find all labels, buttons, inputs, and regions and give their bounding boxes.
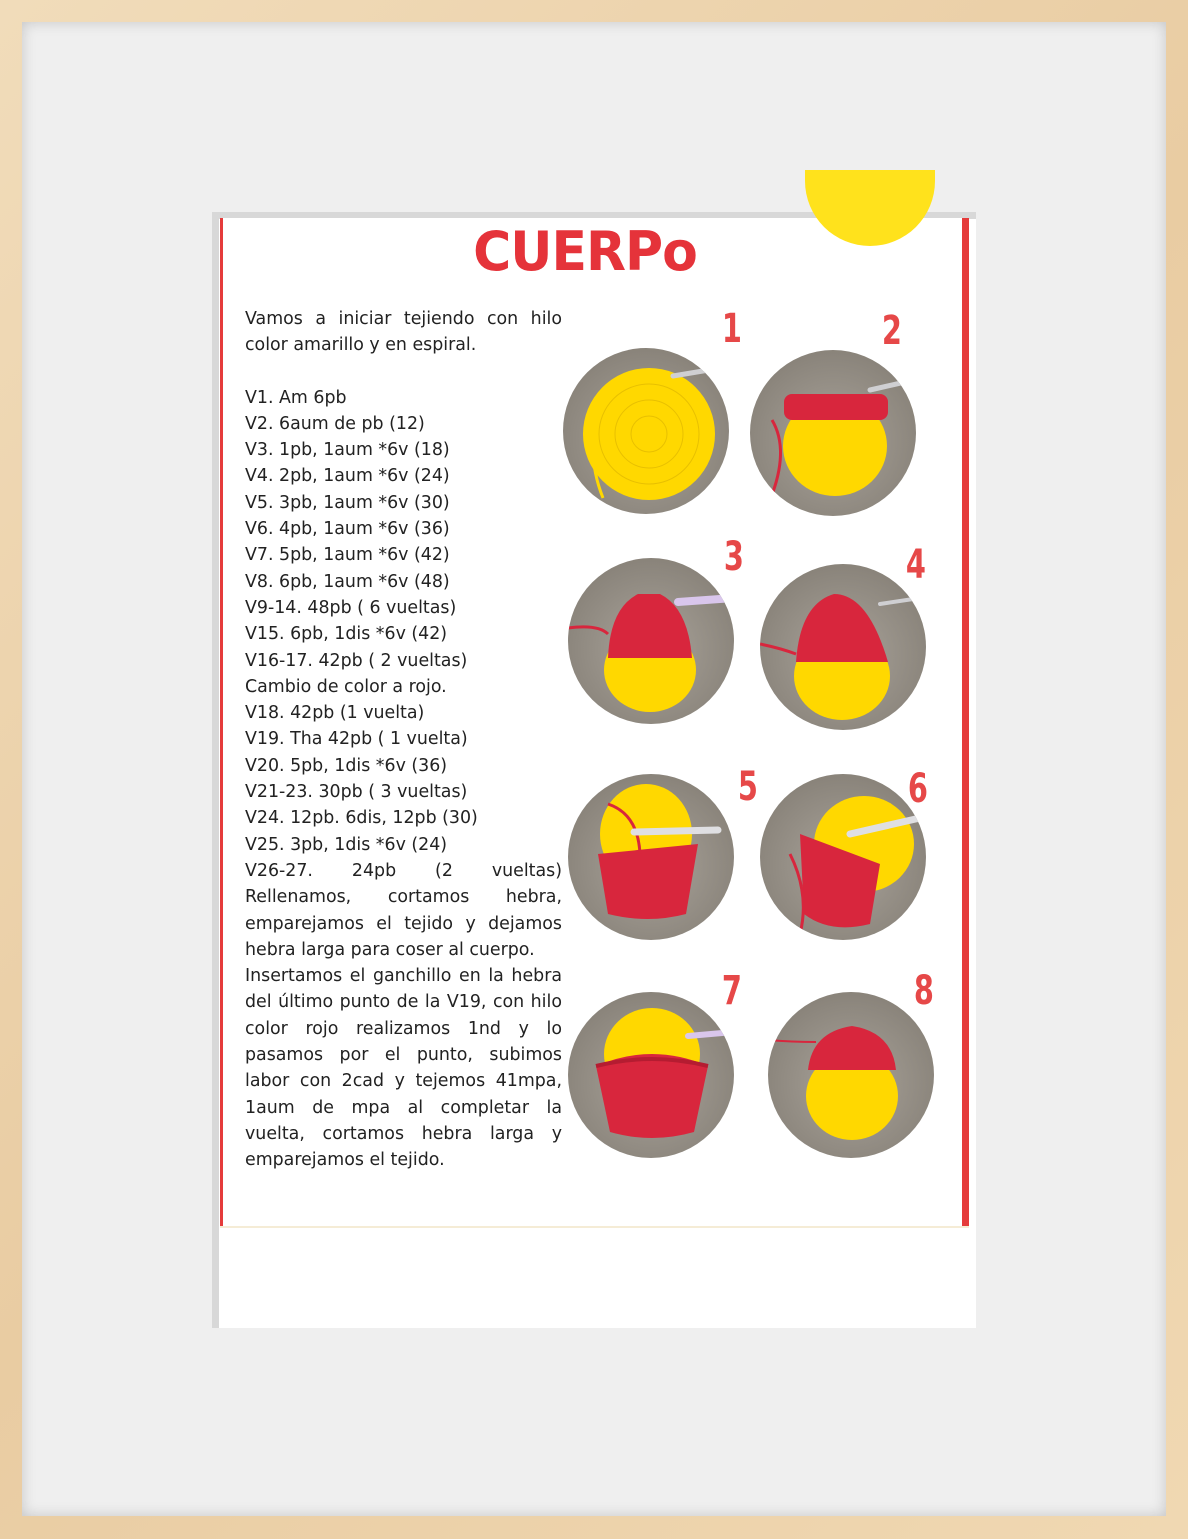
round-line: V1. Am 6pb [245, 387, 347, 408]
intro-paragraph: Vamos a iniciar tejiendo con hilo color amarillo y en espiral. [245, 309, 562, 356]
sheet-bottom-edge [220, 1226, 969, 1228]
step-number-8: 8 [913, 968, 934, 1014]
step-photo-3 [568, 558, 734, 724]
section-title: CUERPo [473, 220, 697, 284]
step-number-2: 2 [881, 308, 902, 354]
step-photo-7 [568, 992, 734, 1158]
final-paragraph: Insertamos el ganchillo en la hebra del último punto de la V19, con hilo color rojo realizamos 1nd y lo pasamos por el punto, subimos labor con 2cad y tejemos 41mpa, 1aum de mpa al completar la vuelta, cortamos hebra larga y emparejamos el tejido. [245, 966, 562, 1171]
round-line: V9-14. 48pb ( 6 vueltas) [245, 597, 457, 618]
step-photo-8 [768, 992, 934, 1158]
step-number-3: 3 [723, 534, 744, 580]
color-change-line: Cambio de color a rojo. [245, 676, 447, 697]
step-number-4: 4 [905, 542, 926, 588]
round-line: V15. 6pb, 1dis *6v (42) [245, 624, 448, 645]
round-line: V18. 42pb (1 vuelta) [245, 703, 425, 724]
instructions-text [245, 306, 562, 1174]
step-photo-6 [760, 774, 926, 940]
round-line: V25. 3pb, 1dis *6v (24) [245, 834, 448, 855]
step-number-7: 7 [721, 968, 742, 1014]
round-line: V3. 1pb, 1aum *6v (18) [245, 440, 450, 461]
round-line: V20. 5pb, 1dis *6v (36) [245, 755, 448, 776]
step-number-1: 1 [721, 306, 742, 352]
step-photo-1 [563, 348, 729, 514]
round-line: V24. 12pb. 6dis, 12pb (30) [245, 808, 478, 829]
round-line: V2. 6aum de pb (12) [245, 413, 425, 434]
round-line: V16-17. 42pb ( 2 vueltas) [245, 650, 468, 671]
round-line: V21-23. 30pb ( 3 vueltas) [245, 782, 468, 803]
round-line: V19. Tha 42pb ( 1 vuelta) [245, 729, 468, 750]
step-photo-4 [760, 564, 926, 730]
round-line: V5. 3pb, 1aum *6v (30) [245, 492, 450, 513]
step-photo-2 [750, 350, 916, 516]
round-line: V8. 6pb, 1aum *6v (48) [245, 571, 450, 592]
round-line: V6. 4pb, 1aum *6v (36) [245, 519, 450, 540]
step-number-5: 5 [737, 764, 758, 810]
closing-paragraph: V26-27. 24pb (2 vueltas) Rellenamos, cortamos hebra, emparejamos el tejido y dejamos hebra larga para coser al cuerpo. [245, 860, 562, 960]
step-photo-5 [568, 774, 734, 940]
step-number-6: 6 [907, 766, 928, 812]
round-line: V7. 5pb, 1aum *6v (42) [245, 545, 450, 566]
round-line: V4. 2pb, 1aum *6v (24) [245, 466, 450, 487]
